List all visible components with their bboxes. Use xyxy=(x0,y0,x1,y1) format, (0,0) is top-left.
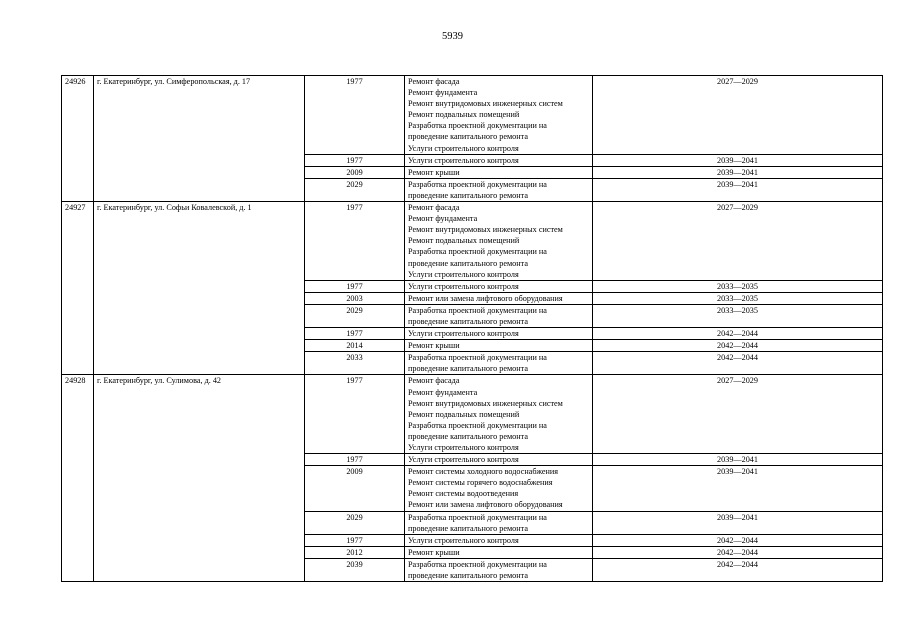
work-type-line: Ремонт подвальных помещений xyxy=(408,236,520,246)
work-type-line: Услуги строительного контроля xyxy=(408,155,519,165)
work-type-cell xyxy=(405,352,593,375)
work-type-line: Услуги строительного контроля xyxy=(408,143,519,153)
work-type-line: Услуги строительного контроля xyxy=(408,269,519,279)
work-type-cell xyxy=(405,375,593,454)
work-type-cell xyxy=(405,546,593,558)
capital-repair-table xyxy=(61,75,883,582)
work-type-cell xyxy=(405,76,593,155)
work-type-line: Ремонт фасада xyxy=(408,203,460,213)
work-type-cell xyxy=(405,466,593,511)
work-type-line: Ремонт внутридомовых инженерных систем xyxy=(408,398,563,408)
work-type-line: Ремонт внутридомовых инженерных систем xyxy=(408,99,563,109)
work-type-cell xyxy=(405,154,593,166)
period-cell: 2033—2035 xyxy=(593,292,883,304)
work-type-line: проведение капитального ремонта xyxy=(408,316,528,326)
work-type-line: Ремонт фундамента xyxy=(408,214,478,224)
work-type-cell xyxy=(405,292,593,304)
work-type-cell xyxy=(405,166,593,178)
address-cell: г. Екатеринбург, ул. Сулимова, д. 42 xyxy=(94,375,305,582)
address-cell: г. Екатеринбург, ул. Симферопольская, д. 17 xyxy=(94,76,305,202)
work-type-line: Ремонт системы горячего водоснабжения xyxy=(408,478,553,488)
period-cell: 2039—2041 xyxy=(593,454,883,466)
object-number-cell: 24927 xyxy=(62,202,94,375)
period-cell: 2039—2041 xyxy=(593,511,883,534)
period-cell: 2039—2041 xyxy=(593,154,883,166)
work-type-line: Ремонт крыши xyxy=(408,341,460,351)
work-type-line: Услуги строительного контроля xyxy=(408,535,519,545)
work-type-cell xyxy=(405,178,593,201)
work-type-line: Разработка проектной документации на xyxy=(408,305,547,315)
year-cell: 2029 xyxy=(305,511,405,534)
period-cell: 2027—2029 xyxy=(593,375,883,454)
work-type-line: Услуги строительного контроля xyxy=(408,281,519,291)
work-type-line: Ремонт внутридомовых инженерных систем xyxy=(408,225,563,235)
work-type-line: Разработка проектной документации на xyxy=(408,179,547,189)
period-cell: 2042—2044 xyxy=(593,352,883,375)
year-cell: 2014 xyxy=(305,340,405,352)
work-type-line: Разработка проектной документации на xyxy=(408,420,547,430)
object-number-cell: 24928 xyxy=(62,375,94,582)
work-type-line: Разработка проектной документации на xyxy=(408,121,547,131)
year-cell: 2039 xyxy=(305,558,405,581)
period-cell: 2027—2029 xyxy=(593,76,883,155)
year-cell: 2012 xyxy=(305,546,405,558)
work-type-line: Ремонт крыши xyxy=(408,547,460,557)
period-cell: 2039—2041 xyxy=(593,466,883,511)
year-cell: 1977 xyxy=(305,280,405,292)
year-cell: 1977 xyxy=(305,328,405,340)
work-type-line: Ремонт фундамента xyxy=(408,88,478,98)
year-cell: 1977 xyxy=(305,202,405,281)
work-type-line: Ремонт фасада xyxy=(408,376,460,386)
year-cell: 2029 xyxy=(305,304,405,327)
year-cell: 2029 xyxy=(305,178,405,201)
year-cell: 1977 xyxy=(305,375,405,454)
work-type-cell xyxy=(405,558,593,581)
page-number: 5939 xyxy=(442,31,463,42)
table-row xyxy=(62,76,883,155)
work-type-cell xyxy=(405,328,593,340)
year-cell: 2009 xyxy=(305,466,405,511)
work-type-line: Разработка проектной документации на xyxy=(408,512,547,522)
year-cell: 1977 xyxy=(305,454,405,466)
work-type-line: Ремонт фасада xyxy=(408,77,460,86)
work-type-line: Услуги строительного контроля xyxy=(408,443,519,452)
work-type-line: Ремонт подвальных помещений xyxy=(408,409,520,419)
work-type-line: Ремонт системы холодного водоснабжения xyxy=(408,467,559,477)
year-cell: 2033 xyxy=(305,352,405,375)
address-cell: г. Екатеринбург, ул. Софьи Ковалевской, д. 1 xyxy=(94,202,305,375)
year-cell: 2003 xyxy=(305,292,405,304)
table-row xyxy=(62,375,883,454)
work-type-line: Ремонт крыши xyxy=(408,167,460,177)
year-cell: 1977 xyxy=(305,154,405,166)
period-cell: 2042—2044 xyxy=(593,546,883,558)
work-type-line: проведение капитального ремонта xyxy=(408,364,528,374)
work-type-cell xyxy=(405,340,593,352)
work-type-cell xyxy=(405,304,593,327)
work-type-cell xyxy=(405,511,593,534)
year-cell: 2009 xyxy=(305,166,405,178)
work-type-line: Ремонт подвальных помещений xyxy=(408,110,520,120)
work-type-cell xyxy=(405,280,593,292)
period-cell: 2027—2029 xyxy=(593,202,883,281)
period-cell: 2033—2035 xyxy=(593,304,883,327)
work-type-line: Разработка проектной документации на xyxy=(408,353,547,363)
year-cell: 1977 xyxy=(305,76,405,155)
period-cell: 2033—2035 xyxy=(593,280,883,292)
work-type-line: проведение капитального ремонта xyxy=(408,431,528,441)
work-type-line: Ремонт системы водоотведения xyxy=(408,489,519,499)
work-type-line: проведение капитального ремонта xyxy=(408,523,528,533)
work-type-line: проведение капитального ремонта xyxy=(408,190,528,200)
year-cell: 1977 xyxy=(305,534,405,546)
table-body xyxy=(62,76,883,582)
period-cell: 2042—2044 xyxy=(593,340,883,352)
table-row xyxy=(62,202,883,281)
period-cell: 2042—2044 xyxy=(593,534,883,546)
work-type-line: Услуги строительного контроля xyxy=(408,329,519,339)
work-type-line: проведение капитального ремонта xyxy=(408,132,528,142)
work-type-line: проведение капитального ремонта xyxy=(408,571,528,581)
work-type-cell xyxy=(405,454,593,466)
work-type-line: Разработка проектной документации на xyxy=(408,559,547,569)
period-cell: 2042—2044 xyxy=(593,558,883,581)
work-type-cell xyxy=(405,534,593,546)
work-type-line: Ремонт фундамента xyxy=(408,387,478,397)
work-type-cell xyxy=(405,202,593,281)
work-type-line: Разработка проектной документации на xyxy=(408,247,547,257)
period-cell: 2039—2041 xyxy=(593,166,883,178)
work-type-line: Услуги строительного контроля xyxy=(408,455,519,465)
object-number-cell: 24926 xyxy=(62,76,94,202)
period-cell: 2042—2044 xyxy=(593,328,883,340)
work-type-line: Ремонт или замена лифтового оборудования xyxy=(408,500,563,510)
work-type-line: Ремонт или замена лифтового оборудования xyxy=(408,293,563,303)
period-cell: 2039—2041 xyxy=(593,178,883,201)
work-type-line: проведение капитального ремонта xyxy=(408,258,528,268)
